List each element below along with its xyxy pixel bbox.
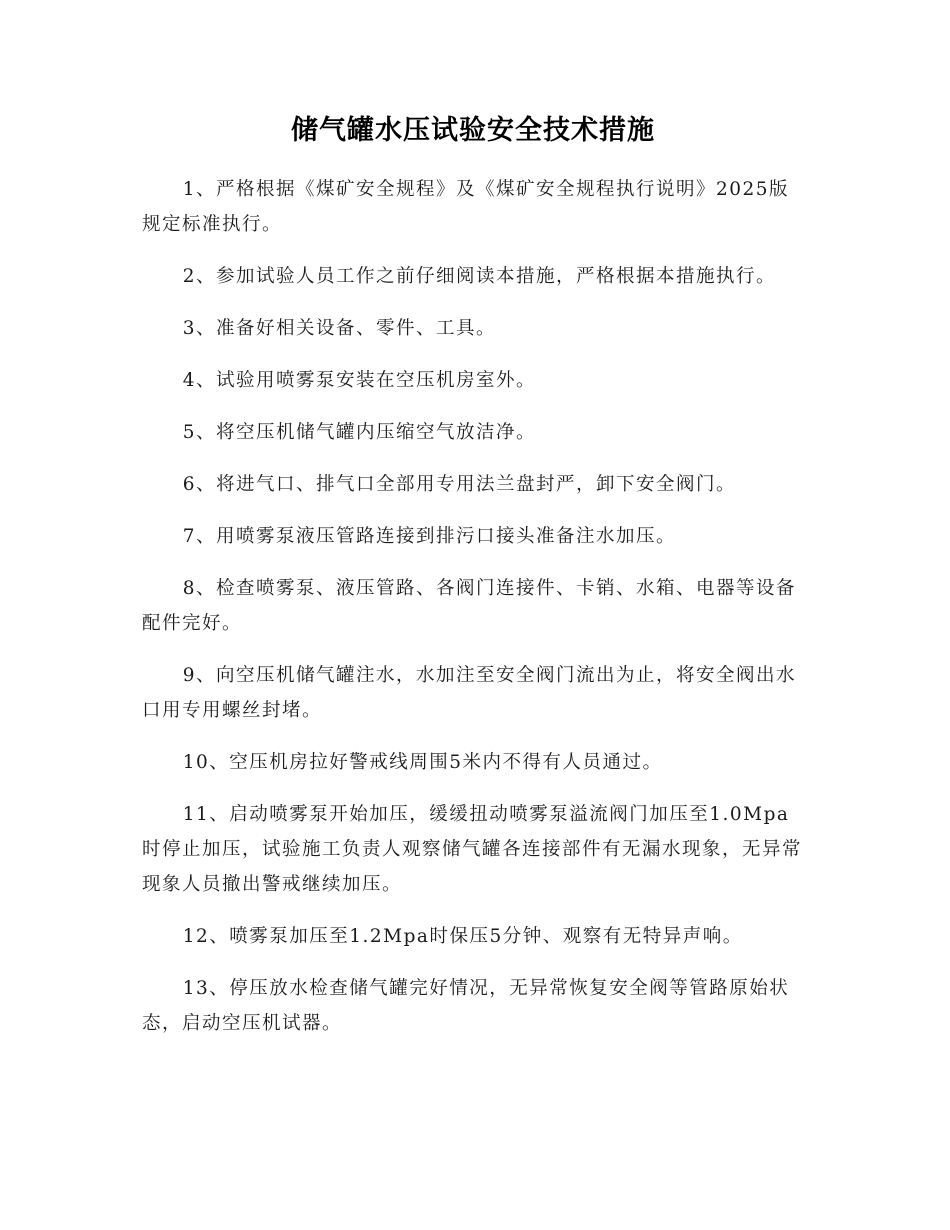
measure-item-1: 1、严格根据《煤矿安全规程》及《煤矿安全规程执行说明》2025版规定标准执行。 <box>142 179 790 235</box>
measure-item-8: 8、检查喷雾泵、液压管路、各阀门连接件、卡销、水箱、电器等设备配件完好。 <box>142 578 796 634</box>
document-page <box>142 112 804 1058</box>
measure-item-5: 5、将空压机储气罐内压缩空气放洁净。 <box>182 422 536 443</box>
measure-item-11: 11、启动喷雾泵开始加压，缓缓扭动喷雾泵溢流阀门加压至1.0Mpa时停止加压，试验施工负责人观察储气罐各连接部件有无漏水现象，无异常现象人员撤出警戒继续加压。 <box>142 804 803 895</box>
measure-item-13: 13、停压放水检查储气罐完好情况，无异常恢复安全阀等管路原始状态，启动空压机试器。 <box>142 978 790 1034</box>
measure-item-9: 9、向空压机储气罐注水，水加注至安全阀门流出为止，将安全阀出水口用专用螺丝封堵。 <box>142 665 796 721</box>
document-title: 储气罐水压试验安全技术措施 <box>291 115 655 146</box>
measure-item-12: 12、喷雾泵加压至1.2Mpa时保压5分钟、观察有无特异声响。 <box>182 926 743 947</box>
measure-item-6: 6、将进气口、排气口全部用专用法兰盘封严，卸下安全阀门。 <box>182 474 736 495</box>
measure-item-4: 4、试验用喷雾泵安装在空压机房室外。 <box>182 370 536 391</box>
measure-item-10: 10、空压机房拉好警戒线周围5米内不得有人员通过。 <box>182 752 663 773</box>
measure-item-2: 2、参加试验人员工作之前仔细阅读本措施，严格根据本措施执行。 <box>182 266 776 287</box>
measure-item-7: 7、用喷雾泵液压管路连接到排污口接头准备注水加压。 <box>182 526 676 547</box>
measure-item-3: 3、准备好相关设备、零件、工具。 <box>182 318 496 339</box>
